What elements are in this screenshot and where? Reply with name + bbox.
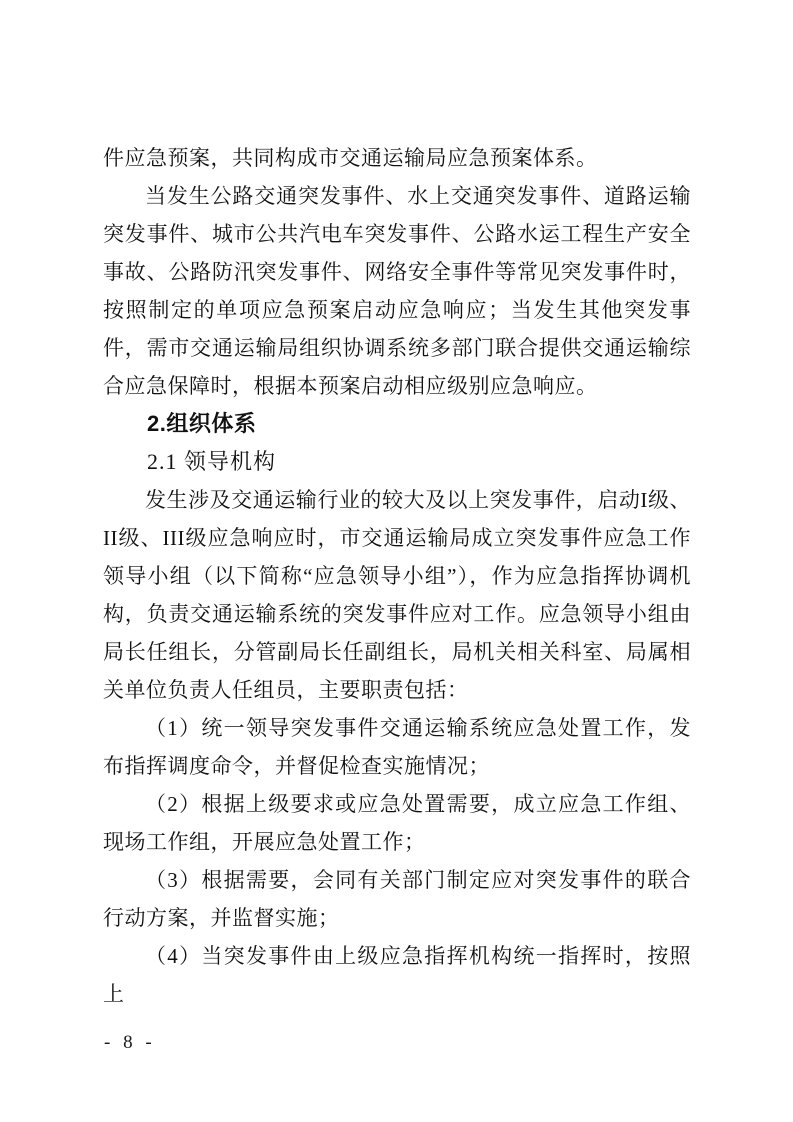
section-heading-organization-system: 2.组织体系: [147, 411, 257, 436]
paragraph-duty-3: （3）根据需要，会同有关部门制定应对突发事件的联合行动方案，并监督实施；: [103, 868, 691, 930]
subsection-heading-leadership-body: 2.1 领导机构: [147, 449, 277, 474]
paragraph-duty-2: （2）根据上级要求或应急处置需要，成立应急工作组、现场工作组，开展应急处置工作；: [103, 792, 691, 854]
paragraph-common-incidents: 当发生公路交通突发事件、水上交通突发事件、道路运输突发事件、城市公共汽电车突发事件、公路水运工程生产安全事故、公路防汛突发事件、网络安全事件等常见突发事件时，按照制定的单项应急预案启动应急响应；当发生其他突发事件，需市交通运输局组织协调系统多部门联合提供交通运输综合应急保障时，根据本预案启动相应级别应急响应。: [103, 184, 691, 398]
paragraph-duty-4: （4）当突发事件由上级应急指挥机构统一指挥时，按照上: [103, 944, 691, 1006]
paragraph-continuation: 件应急预案，共同构成市交通运输局应急预案体系。: [103, 146, 598, 170]
paragraph-duty-1: （1）统一领导突发事件交通运输系统应急处置工作，发布指挥调度命令，并督促检查实施情况；: [103, 716, 691, 778]
page-number: - 8 -: [104, 1032, 156, 1053]
document-text-block: [103, 139, 691, 1013]
paragraph-leadership-group: 发生涉及交通运输行业的较大及以上突发事件，启动I级、II级、III级应急响应时，市交通运输局成立突发事件应急工作领导小组（以下简称“应急领导小组”），作为应急指挥协调机构，负责交通运输系统的突发事件应对工作。应急领导小组由局长任组长，分管副局长任副组长，局机关相关科室、局属相关单位负责人任组员，主要职责包括：: [103, 488, 691, 702]
